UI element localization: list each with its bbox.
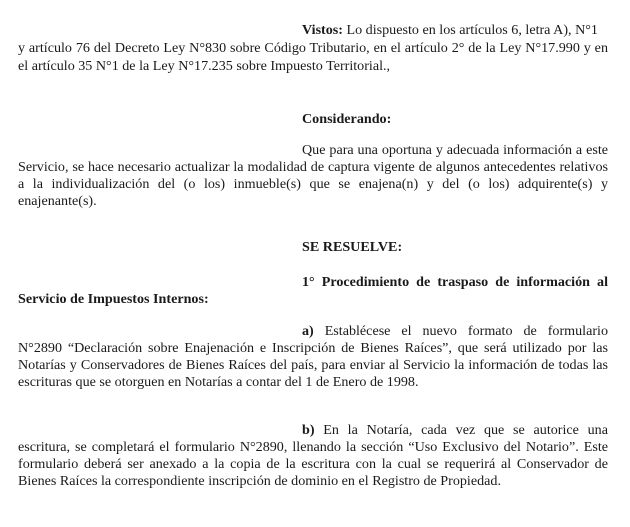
considerando-text-1: Que para una oportuna y adecuada información a este [302,142,608,158]
item-a-text-3: Notarías y Conservadores de Bienes Raíces del país, para enviar al Servicio la información de todas las [18,357,608,373]
item-b-text-3: formulario deberá ser anexado a la copia de la escritura con la cual se requerirá al Conservador de [18,456,608,472]
section-1-heading-line-2: Servicio de Impuestos Internos: [18,291,209,307]
item-b-text-4: Bienes Raíces la correspondiente inscripción de dominio en el Registro de Propiedad. [18,473,501,489]
considerando-heading: Considerando: [302,111,392,127]
vistos-heading: Vistos: [302,22,343,38]
item-b-text-1: En la Notaría, cada vez que se autorice una [314,422,608,438]
vistos-text-3: el artículo 35 N°1 de la Ley N°17.235 sobre Impuesto Territorial., [18,58,391,74]
item-a-text-1: Establécese el nuevo formato de formulario [313,323,608,339]
item-a-label: a) [302,323,314,339]
considerando-text-2: Servicio, se hace necesario actualizar la modalidad de captura vigente de algunos antecedentes relativos [18,159,608,175]
vistos-text-2: y artículo 76 del Decreto Ley N°830 sobre Código Tributario, en el artículo 2° de la Ley N°17.990 y en [18,40,608,56]
vistos-paragraph-line-1 [302,22,598,39]
vistos-text-1: Lo dispuesto en los artículos 6, letra A), N°1 [342,22,598,38]
item-b-line-1 [302,422,608,439]
considerando-text-3: a la individualización del (o los) inmueble(s) que se enajena(n) y del (o los) adquirente(s) y [18,176,608,192]
resuelve-heading: SE RESUELVE: [302,239,403,255]
item-a-text-2: N°2890 “Declaración sobre Enajenación e Inscripción de Bienes Raíces”, que será utilizado por las [18,340,608,356]
considerando-text-4: enajenante(s). [18,193,97,209]
section-1-heading-line-1: 1° Procedimiento de traspaso de información al [302,274,608,290]
item-a-line-1 [302,323,608,340]
item-b-label: b) [302,422,315,438]
item-b-text-2: escritura, se completará el formulario N°2890, llenando la sección “Uso Exclusivo del Notario”. Este [18,439,608,455]
item-a-text-4: escrituras que se otorguen en Notarías a contar del 1 de Enero de 1998. [18,374,419,390]
